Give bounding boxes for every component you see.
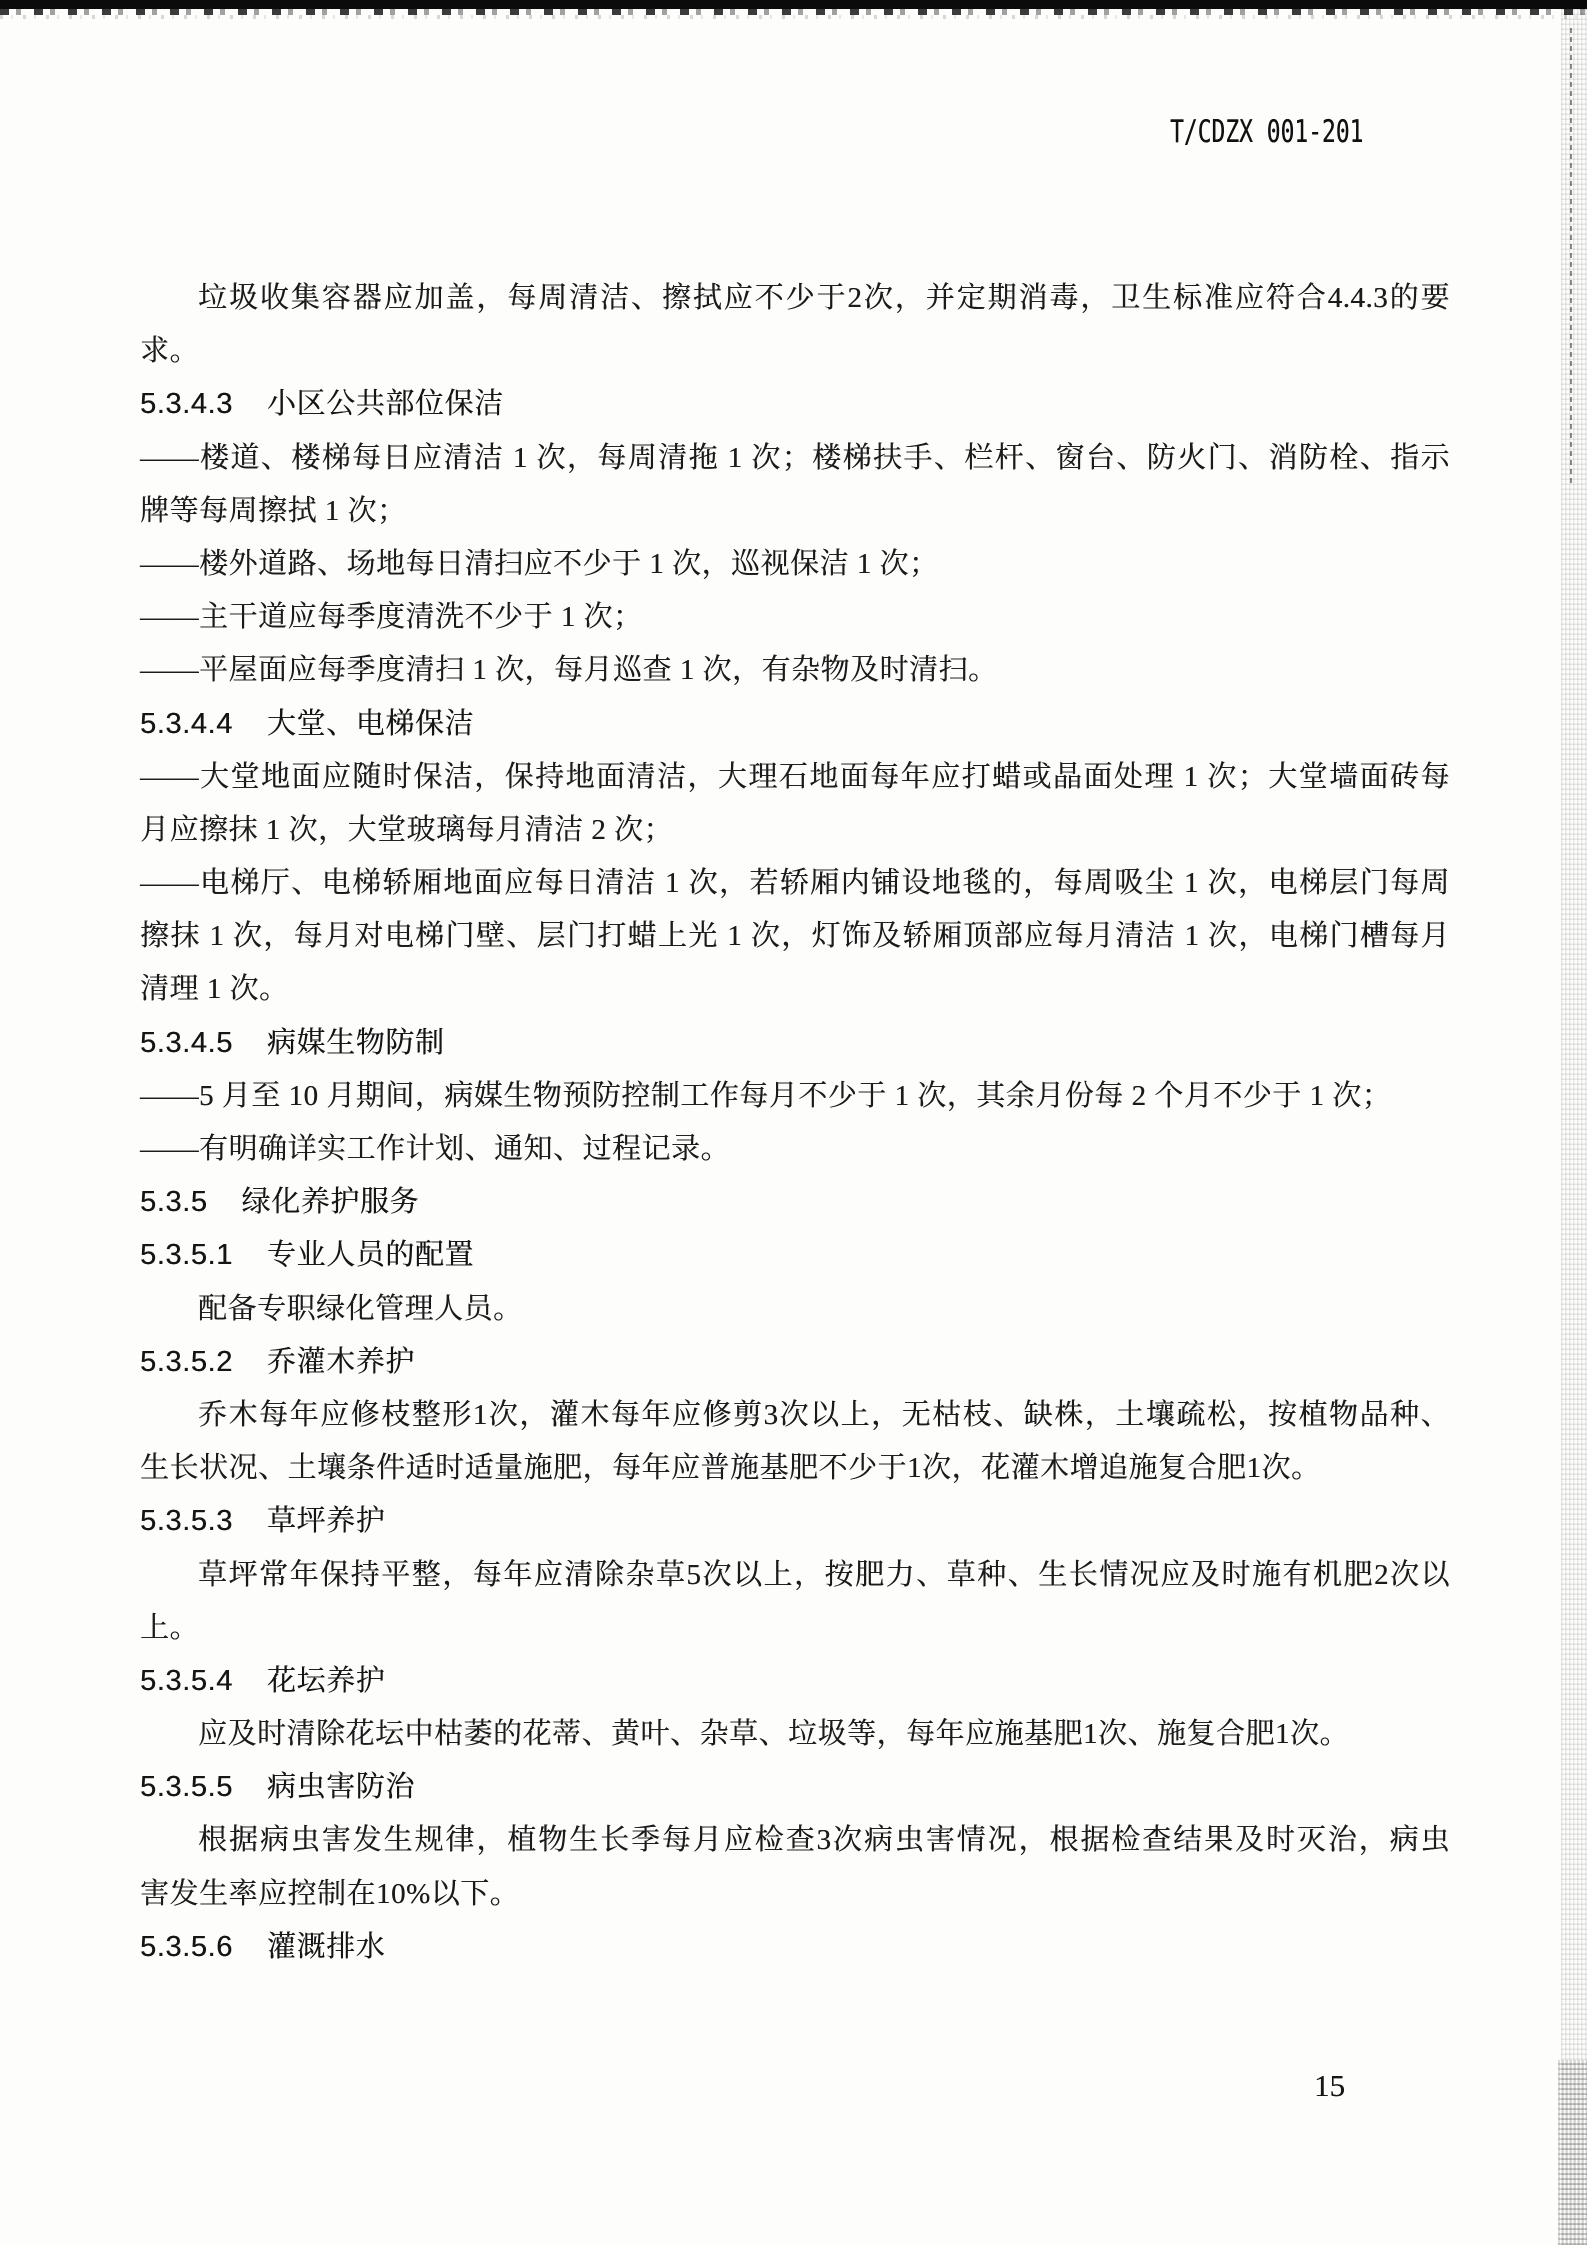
text-line: 清理 1 次。 xyxy=(140,973,289,1006)
section-title: 病媒生物防制 xyxy=(266,1026,445,1059)
page-number: 15 xyxy=(1314,2068,1345,2103)
text-line: ——大堂地面应随时保洁，保持地面清洁，大理石地面每年应打蜡或晶面处理 1 次；大堂墙面砖每 xyxy=(140,760,1450,793)
section-title: 专业人员的配置 xyxy=(266,1239,475,1272)
section-heading xyxy=(140,1921,1450,1974)
section-title: 大堂、电梯保洁 xyxy=(266,707,475,740)
section-heading xyxy=(140,1017,1450,1070)
section-number: 5.3.5.2 xyxy=(140,1345,233,1378)
section-heading xyxy=(140,378,1450,431)
section-number: 5.3.5.4 xyxy=(140,1664,233,1697)
text-line: ——平屋面应每季度清扫 1 次，每月巡查 1 次，有杂物及时清扫。 xyxy=(140,654,998,687)
text-line: 生长状况、土壤条件适时适量施肥，每年应普施基肥不少于1次，花灌木增追施复合肥1次。 xyxy=(140,1452,1321,1485)
text-line: ——主干道应每季度清洗不少于 1 次； xyxy=(140,601,643,634)
scan-artifact-top-speckle xyxy=(0,15,1587,19)
section-title: 绿化养护服务 xyxy=(241,1186,420,1219)
section-number: 5.3.4.3 xyxy=(140,388,233,421)
section-heading xyxy=(140,1336,1450,1389)
text-line: 配备专职绿化管理人员。 xyxy=(198,1292,523,1325)
text-line: ——5 月至 10 月期间，病媒生物预防控制工作每月不少于 1 次，其余月份每 2 个月不少于 1 次； xyxy=(140,1079,1392,1112)
text-line: 月应擦抹 1 次，大堂玻璃每月清洁 2 次； xyxy=(140,813,674,846)
document-body xyxy=(140,272,1450,1974)
text-line: ——有明确详实工作计划、通知、过程记录。 xyxy=(140,1133,731,1165)
section-heading xyxy=(140,698,1450,751)
text-line: 根据病虫害发生规律，植物生长季每月应检查3次病虫害情况，根据检查结果及时灭治，病虫 xyxy=(198,1824,1450,1857)
section-heading xyxy=(140,1761,1450,1814)
scan-artifact-top-band xyxy=(0,0,1587,9)
text-line: ——电梯厅、电梯轿厢地面应每日清洁 1 次，若轿厢内铺设地毯的，每周吸尘 1 次，电梯层门每周 xyxy=(140,867,1450,900)
section-heading xyxy=(140,1229,1450,1282)
section-title: 花坛养护 xyxy=(266,1664,386,1697)
text-line: ——楼外道路、场地每日清扫应不少于 1 次，巡视保洁 1 次； xyxy=(140,547,939,580)
section-number: 5.3.4.5 xyxy=(140,1026,233,1059)
section-title: 小区公共部位保洁 xyxy=(266,388,504,421)
text-line: 草坪常年保持平整，每年应清除杂草5次以上，按肥力、草种、生长情况应及时施有机肥2次以 xyxy=(198,1558,1450,1591)
text-line: ——楼道、楼梯每日应清洁 1 次，每周清拖 1 次；楼梯扶手、栏杆、窗台、防火门、消防栓、指示 xyxy=(140,441,1450,474)
section-number: 5.3.5.5 xyxy=(140,1771,233,1804)
section-title: 灌溉排水 xyxy=(266,1930,386,1963)
section-heading xyxy=(140,1655,1450,1708)
section-title: 病虫害防治 xyxy=(266,1771,415,1804)
text-line: 应及时清除花坛中枯萎的花蒂、黄叶、杂草、垃圾等，每年应施基肥1次、施复合肥1次。 xyxy=(198,1718,1350,1751)
standard-code-header: T/CDZX 001-201 xyxy=(1170,114,1364,150)
text-line: 求。 xyxy=(140,335,200,368)
scan-artifact-right-noise-bottom xyxy=(1558,2060,1587,2245)
section-number: 5.3.4.4 xyxy=(140,707,233,740)
section-number: 5.3.5.3 xyxy=(140,1505,233,1538)
section-title: 草坪养护 xyxy=(266,1505,386,1538)
section-heading xyxy=(140,1176,1450,1229)
section-heading xyxy=(140,1495,1450,1548)
section-number: 5.3.5.1 xyxy=(140,1239,233,1272)
scan-artifact-right-dotted-line xyxy=(1570,28,1572,483)
section-number: 5.3.5 xyxy=(140,1186,208,1219)
text-line: 垃圾收集容器应加盖，每周清洁、擦拭应不少于2次，并定期消毒，卫生标准应符合4.4.3的要 xyxy=(198,282,1450,314)
section-title: 乔灌木养护 xyxy=(266,1345,415,1378)
text-line: 擦抹 1 次，每月对电梯门壁、层门打蜡上光 1 次，灯饰及轿厢顶部应每月清洁 1 次，电梯门槽每月 xyxy=(140,920,1450,953)
text-line: 乔木每年应修枝整形1次，灌木每年应修剪3次以上，无枯枝、缺株，土壤疏松，按植物品种、 xyxy=(198,1398,1450,1431)
text-line: 牌等每周擦拭 1 次； xyxy=(140,494,407,527)
text-line: 害发生率应控制在10%以下。 xyxy=(140,1877,520,1910)
scan-artifact-right-noise xyxy=(1561,0,1587,2245)
section-number: 5.3.5.6 xyxy=(140,1930,233,1963)
text-line: 上。 xyxy=(140,1611,200,1644)
